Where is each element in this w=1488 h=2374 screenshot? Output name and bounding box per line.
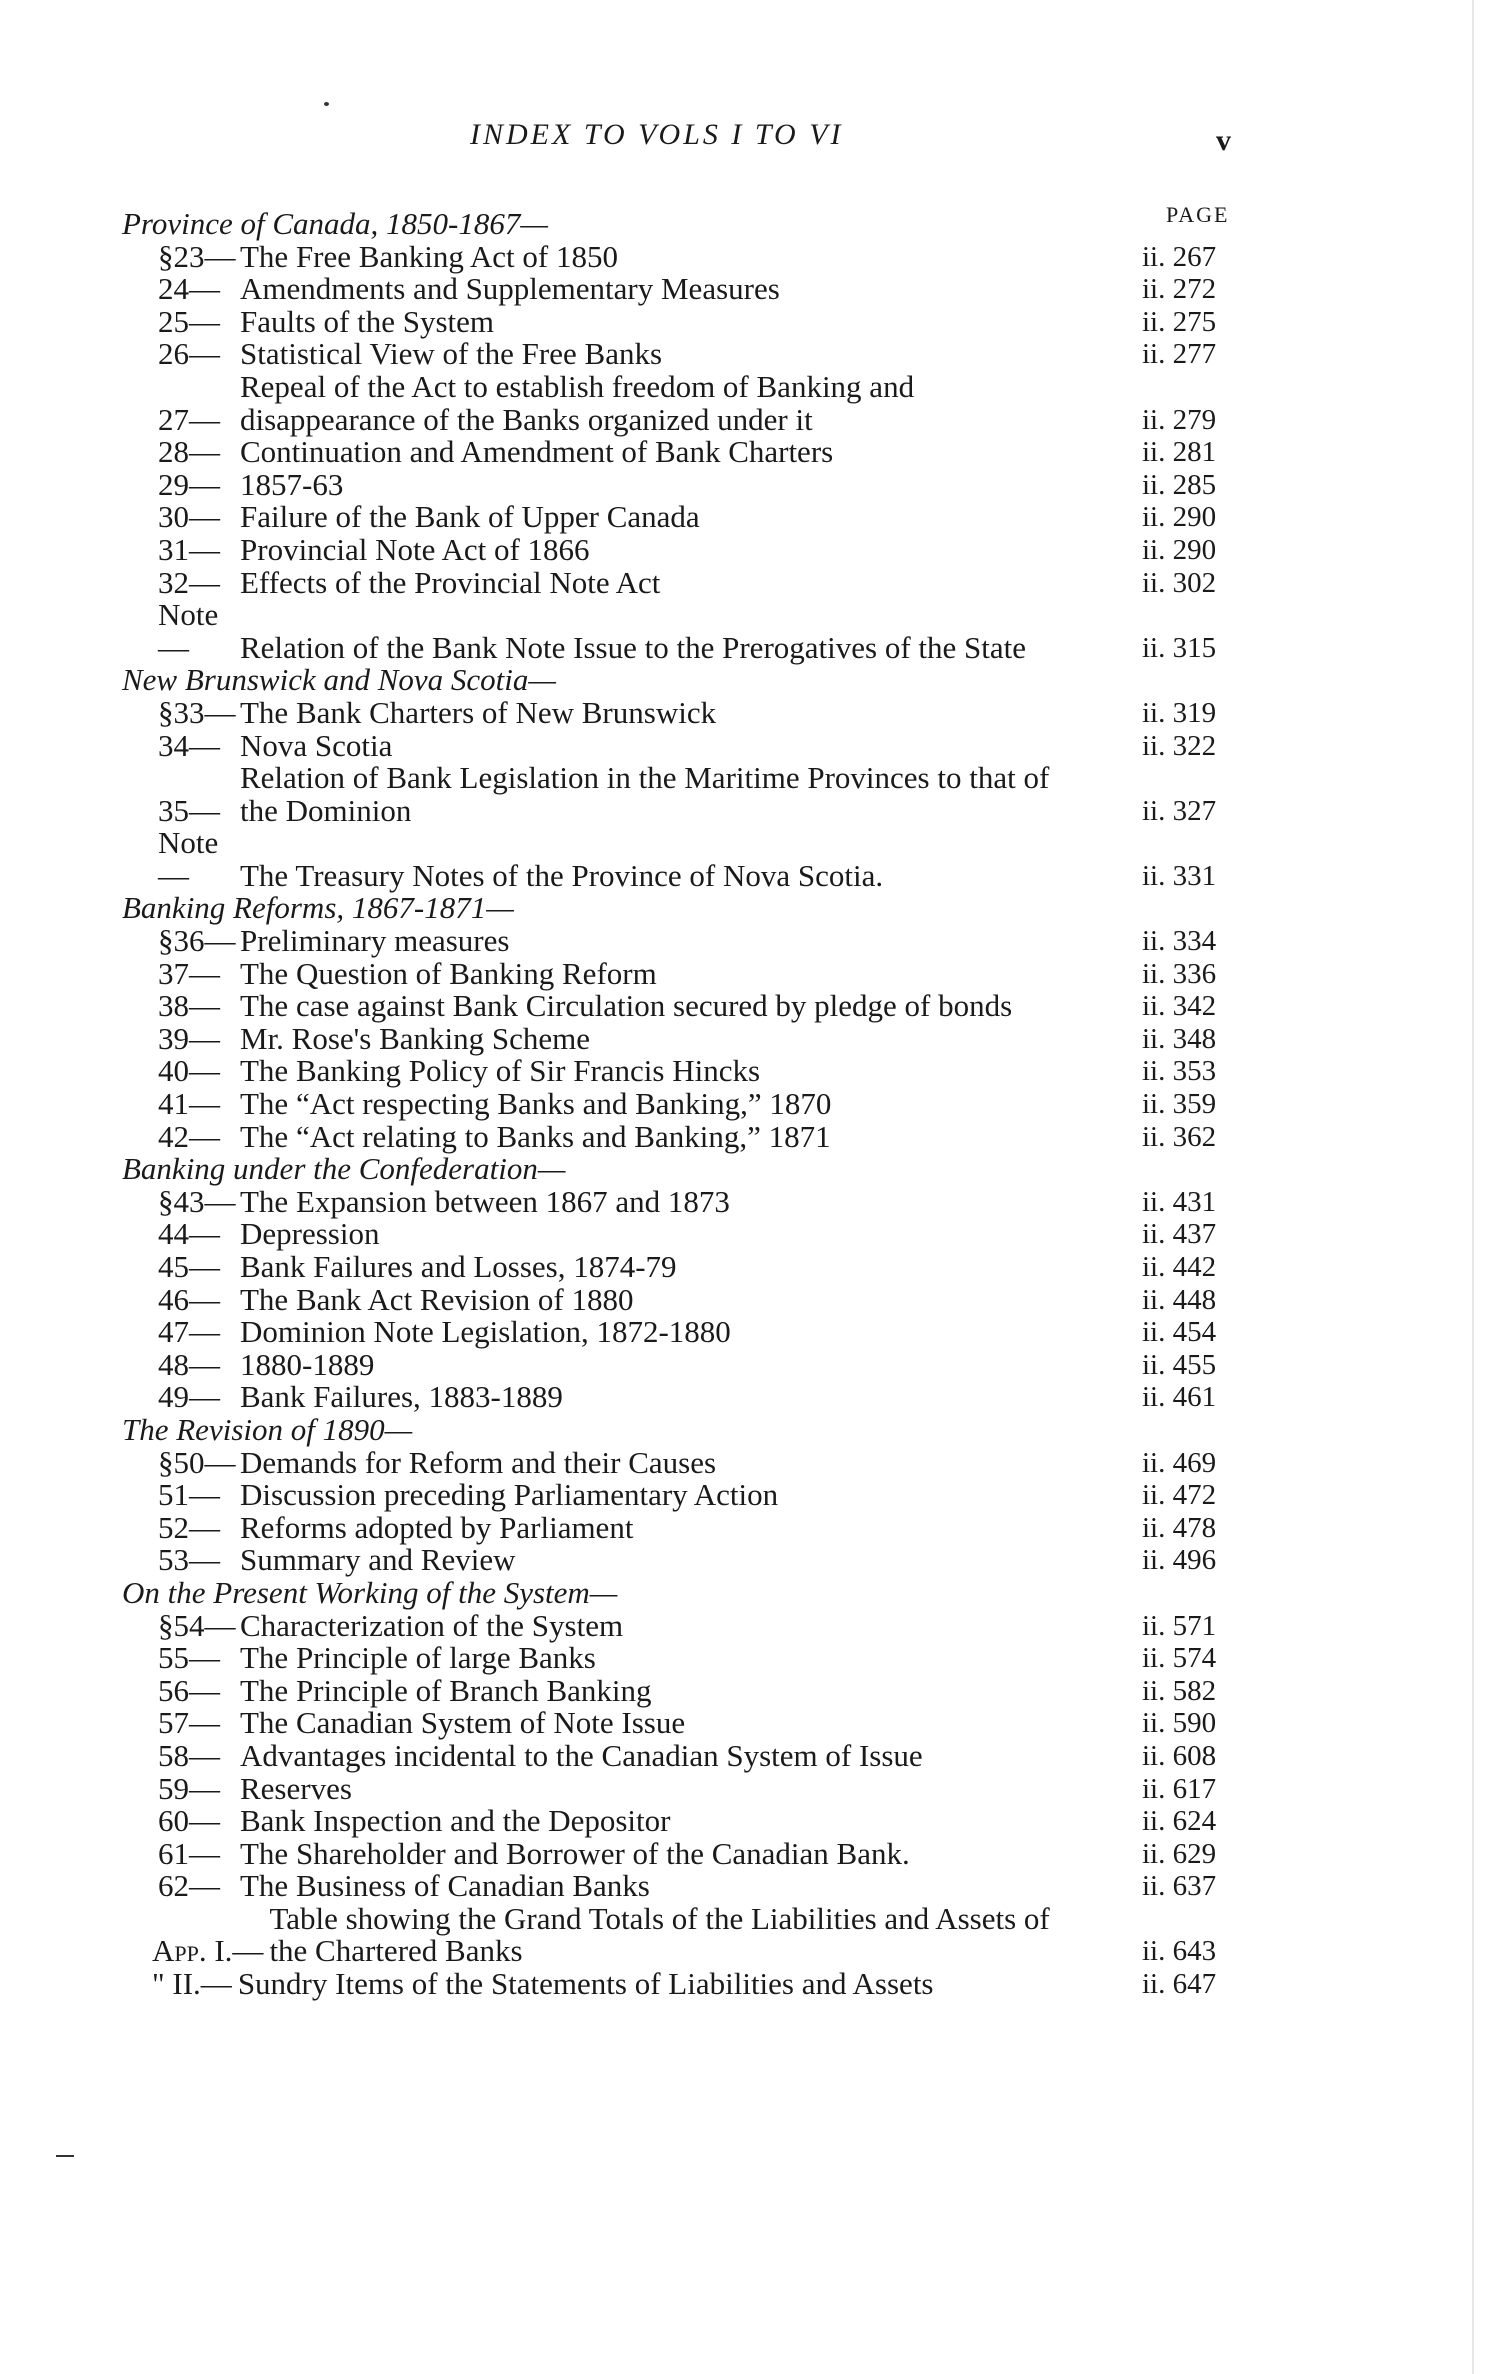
entry-number: Note— bbox=[158, 825, 219, 893]
index-entry bbox=[122, 1183, 1252, 1219]
index-section-heading bbox=[122, 892, 1252, 925]
entry-page-reference: ii. 582 bbox=[1142, 1674, 1217, 1707]
entry-title: The Question of Banking Reform bbox=[240, 955, 657, 991]
entry-page-reference: ii. 272 bbox=[1142, 273, 1217, 306]
entry-number: §23— bbox=[158, 238, 236, 274]
entry-number: 26— bbox=[158, 336, 220, 372]
entry-page-reference: ii. 348 bbox=[1142, 1022, 1217, 1055]
page-header bbox=[0, 118, 1488, 168]
entry-number: 42— bbox=[158, 1118, 220, 1154]
section-title: Province of Canada, 1850-1867— bbox=[122, 206, 548, 241]
index-entry bbox=[122, 501, 1252, 534]
entry-number: 61— bbox=[158, 1835, 220, 1871]
entry-title: Summary and Review bbox=[240, 1542, 516, 1578]
entry-page-reference: ii. 608 bbox=[1142, 1739, 1217, 1772]
page-number: v bbox=[1216, 124, 1231, 157]
entry-page-reference: ii. 455 bbox=[1142, 1348, 1217, 1381]
entry-page-reference: ii. 336 bbox=[1142, 957, 1217, 990]
index-section-heading bbox=[122, 208, 1252, 241]
entry-number: 34— bbox=[158, 727, 220, 763]
entry-page-reference: ii. 331 bbox=[1142, 859, 1217, 892]
index-entry bbox=[122, 1770, 1252, 1806]
entry-page-reference: ii. 279 bbox=[1142, 403, 1217, 436]
entry-page-reference: ii. 290 bbox=[1142, 501, 1217, 534]
index-appendix-entry bbox=[122, 1900, 1252, 1969]
entry-page-reference: ii. 571 bbox=[1142, 1609, 1217, 1642]
entry-page-reference: ii. 353 bbox=[1142, 1055, 1217, 1088]
entry-title: The Free Banking Act of 1850 bbox=[240, 238, 618, 274]
entry-title: Effects of the Provincial Note Act bbox=[240, 564, 661, 600]
entry-number: Note— bbox=[158, 597, 219, 665]
entry-title: Continuation and Amendment of Bank Charters bbox=[240, 434, 834, 470]
entry-number: 41— bbox=[158, 1086, 220, 1122]
index-list bbox=[122, 208, 1252, 2001]
index-section-heading bbox=[122, 664, 1252, 697]
entry-number: App. I.— bbox=[152, 1933, 264, 1969]
index-entry bbox=[122, 1835, 1252, 1871]
index-entry bbox=[122, 955, 1252, 991]
index-entry bbox=[122, 827, 1252, 892]
entry-title: The Bank Act Revision of 1880 bbox=[240, 1281, 634, 1317]
entry-title: The case against Bank Circulation secured by pledge of bonds bbox=[240, 988, 1013, 1024]
entry-page-reference: ii. 302 bbox=[1142, 566, 1217, 599]
entry-number: 56— bbox=[158, 1672, 220, 1708]
entry-page-reference: ii. 590 bbox=[1142, 1707, 1217, 1740]
entry-page-reference: ii. 472 bbox=[1142, 1479, 1217, 1512]
index-section-heading bbox=[122, 1411, 1252, 1447]
entry-page-reference: ii. 342 bbox=[1142, 990, 1217, 1023]
section-title: New Brunswick and Nova Scotia— bbox=[122, 662, 556, 698]
index-entry bbox=[122, 338, 1252, 371]
index-entry bbox=[122, 564, 1252, 600]
page-column-label: PAGE bbox=[1166, 202, 1230, 227]
index-entry bbox=[122, 1346, 1252, 1382]
entry-page-reference: ii. 267 bbox=[1142, 240, 1217, 273]
entry-page-reference: ii. 469 bbox=[1142, 1446, 1217, 1479]
entry-number: 30— bbox=[158, 499, 220, 535]
entry-number: 25— bbox=[158, 303, 220, 339]
entry-title: The “Act relating to Banks and Banking,” 1871 bbox=[240, 1118, 831, 1154]
index-entry bbox=[122, 1281, 1252, 1317]
index-entry bbox=[122, 1672, 1252, 1708]
index-entry bbox=[122, 1118, 1252, 1154]
index-entry bbox=[122, 1251, 1252, 1284]
entry-title: Faults of the System bbox=[240, 303, 495, 339]
entry-title: Bank Failures and Losses, 1874-79 bbox=[240, 1249, 677, 1284]
index-entry bbox=[122, 368, 1252, 437]
entry-title: Mr. Rose's Banking Scheme bbox=[240, 1020, 591, 1056]
index-entry bbox=[122, 990, 1252, 1023]
section-title: On the Present Working of the System— bbox=[122, 1574, 618, 1610]
entry-title: Reserves bbox=[240, 1770, 352, 1806]
entry-title: The “Act respecting Banks and Banking,” 1870 bbox=[240, 1086, 832, 1122]
entry-number: 48— bbox=[158, 1346, 220, 1382]
index-entry bbox=[122, 436, 1252, 469]
entry-title: Sundry Items of the Statements of Liabilities and Assets bbox=[237, 1966, 934, 2002]
entry-page-reference: ii. 285 bbox=[1142, 468, 1217, 501]
entry-number: §50— bbox=[158, 1444, 236, 1480]
index-entry bbox=[122, 1805, 1252, 1838]
entry-title: 1857-63 bbox=[240, 466, 344, 502]
entry-page-reference: ii. 624 bbox=[1142, 1805, 1217, 1838]
index-entry bbox=[122, 1020, 1252, 1056]
entry-number: 44— bbox=[158, 1216, 220, 1252]
entry-number: 60— bbox=[158, 1803, 220, 1839]
entry-title: Discussion preceding Parliamentary Action bbox=[240, 1477, 779, 1513]
entry-number: 38— bbox=[158, 988, 220, 1024]
entry-title: The Canadian System of Note Issue bbox=[240, 1705, 686, 1741]
entry-number: 27— bbox=[158, 401, 220, 437]
entry-title: The Banking Policy of Sir Francis Hincks bbox=[240, 1053, 761, 1089]
entry-title: The Expansion between 1867 and 1873 bbox=[240, 1183, 730, 1219]
entry-title: Table showing the Grand Totals of the Liabilities and Assets of the Chartered Banks bbox=[269, 1900, 1050, 1969]
index-section-heading bbox=[122, 1153, 1252, 1186]
index-entry bbox=[122, 1544, 1252, 1577]
index-entry bbox=[122, 1642, 1252, 1675]
entry-page-reference: ii. 334 bbox=[1142, 925, 1217, 958]
entry-number: 24— bbox=[158, 271, 220, 307]
running-head: INDEX TO VOLS I TO VI bbox=[470, 118, 844, 151]
entry-number: 40— bbox=[158, 1053, 220, 1089]
index-section-heading bbox=[122, 1574, 1252, 1610]
entry-title: Repeal of the Act to establish freedom of Banking and disappearance of the Banks organized under it bbox=[240, 368, 915, 437]
entry-title: Demands for Reform and their Causes bbox=[240, 1444, 717, 1480]
entry-page-reference: ii. 290 bbox=[1142, 533, 1217, 566]
index-entry bbox=[122, 925, 1252, 958]
entry-page-reference: ii. 319 bbox=[1142, 696, 1217, 729]
index-entry bbox=[122, 1055, 1252, 1088]
entry-title: The Bank Charters of New Brunswick bbox=[240, 694, 717, 730]
entry-page-reference: ii. 275 bbox=[1142, 305, 1217, 338]
entry-title: Reforms adopted by Parliament bbox=[240, 1509, 634, 1545]
entry-page-reference: ii. 647 bbox=[1142, 1968, 1217, 2001]
entry-page-reference: ii. 327 bbox=[1142, 794, 1217, 827]
entry-title: The Principle of large Banks bbox=[240, 1640, 596, 1676]
entry-title: The Business of Canadian Banks bbox=[240, 1868, 650, 1904]
entry-number: " II.— bbox=[152, 1966, 232, 2002]
entry-number: 39— bbox=[158, 1020, 220, 1056]
index-entry bbox=[122, 599, 1252, 664]
index-entry bbox=[122, 1870, 1252, 1903]
entry-page-reference: ii. 442 bbox=[1142, 1251, 1217, 1283]
entry-number: 55— bbox=[158, 1640, 220, 1676]
entry-number: 58— bbox=[158, 1737, 220, 1773]
entry-page-reference: ii. 448 bbox=[1142, 1283, 1217, 1316]
entry-number: 49— bbox=[158, 1379, 220, 1415]
entry-title: Advantages incidental to the Canadian System of Issue bbox=[240, 1737, 923, 1773]
entry-title: Failure of the Bank of Upper Canada bbox=[240, 499, 700, 535]
entry-number: §43— bbox=[158, 1183, 236, 1219]
index-entry bbox=[122, 1218, 1252, 1251]
entry-title: Depression bbox=[240, 1216, 380, 1252]
index-entry bbox=[122, 1316, 1252, 1349]
entry-title: Preliminary measures bbox=[240, 923, 510, 959]
entry-page-reference: ii. 617 bbox=[1142, 1772, 1217, 1805]
entry-number: 53— bbox=[158, 1542, 220, 1578]
entry-title: Bank Inspection and the Depositor bbox=[240, 1803, 671, 1839]
index-entry bbox=[122, 1381, 1252, 1414]
entry-page-reference: ii. 643 bbox=[1142, 1935, 1217, 1968]
entry-number: 35— bbox=[158, 792, 220, 828]
entry-number: 28— bbox=[158, 434, 220, 470]
entry-page-reference: ii. 437 bbox=[1142, 1218, 1217, 1251]
entry-number: 59— bbox=[158, 1770, 220, 1806]
section-title: Banking under the Confederation— bbox=[122, 1151, 566, 1187]
index-entry bbox=[122, 238, 1252, 274]
entry-title: The Treasury Notes of the Province of Nova Scotia. bbox=[240, 857, 884, 893]
entry-number: 37— bbox=[158, 955, 220, 991]
entry-page-reference: ii. 574 bbox=[1142, 1642, 1217, 1675]
entry-title: 1880-1889 bbox=[240, 1346, 375, 1382]
entry-title: Amendments and Supplementary Measures bbox=[240, 271, 780, 307]
entry-number: 31— bbox=[158, 531, 220, 567]
index-entry bbox=[122, 1707, 1252, 1740]
entry-number: §54— bbox=[158, 1607, 236, 1643]
entry-title: Dominion Note Legislation, 1872-1880 bbox=[240, 1314, 731, 1350]
index-entry bbox=[122, 303, 1252, 339]
entry-page-reference: ii. 277 bbox=[1142, 338, 1217, 371]
entry-title: The Principle of Branch Banking bbox=[240, 1672, 652, 1708]
entry-page-reference: ii. 478 bbox=[1142, 1511, 1217, 1544]
entry-title: Statistical View of the Free Banks bbox=[240, 336, 663, 372]
entry-number: 45— bbox=[158, 1249, 220, 1284]
entry-number: 57— bbox=[158, 1705, 220, 1741]
index-entry bbox=[122, 1509, 1252, 1545]
entry-title: The Shareholder and Borrower of the Canadian Bank. bbox=[240, 1835, 910, 1871]
entry-page-reference: ii. 322 bbox=[1142, 729, 1217, 762]
entry-page-reference: ii. 431 bbox=[1142, 1185, 1217, 1218]
index-entry bbox=[122, 1088, 1252, 1121]
section-title: The Revision of 1890— bbox=[122, 1411, 413, 1447]
index-entry bbox=[122, 273, 1252, 306]
entry-page-reference: ii. 359 bbox=[1142, 1088, 1217, 1121]
index-entry bbox=[122, 762, 1252, 827]
margin-mark bbox=[56, 2155, 74, 2157]
index-entry bbox=[122, 1444, 1252, 1480]
entry-number: §33— bbox=[158, 694, 236, 730]
entry-page-reference: ii. 362 bbox=[1142, 1120, 1217, 1153]
entry-title: Nova Scotia bbox=[240, 727, 393, 763]
entry-number: 51— bbox=[158, 1477, 220, 1513]
entry-number: 62— bbox=[158, 1868, 220, 1904]
entry-page-reference: ii. 454 bbox=[1142, 1316, 1217, 1349]
entry-page-reference: ii. 281 bbox=[1142, 436, 1217, 469]
index-entry bbox=[122, 1479, 1252, 1512]
entry-title: Bank Failures, 1883-1889 bbox=[240, 1379, 563, 1415]
entry-title: Relation of Bank Legislation in the Maritime Provinces to that of the Dominion bbox=[240, 760, 1050, 828]
index-entry bbox=[122, 727, 1252, 763]
index-entry bbox=[122, 694, 1252, 730]
entry-number: 29— bbox=[158, 466, 220, 502]
section-title: Banking Reforms, 1867-1871— bbox=[122, 890, 514, 926]
index-entry bbox=[122, 466, 1252, 502]
entry-title: Relation of the Bank Note Issue to the Prerogatives of the State bbox=[240, 629, 1027, 665]
index-entry bbox=[122, 531, 1252, 567]
entry-page-reference: ii. 496 bbox=[1142, 1544, 1217, 1577]
entry-number: §36— bbox=[158, 923, 236, 959]
entry-number: 46— bbox=[158, 1281, 220, 1317]
print-speck bbox=[324, 102, 329, 106]
entry-page-reference: ii. 315 bbox=[1142, 631, 1217, 664]
entry-title: Characterization of the System bbox=[240, 1607, 624, 1643]
entry-page-reference: ii. 461 bbox=[1142, 1381, 1217, 1414]
entry-page-reference: ii. 629 bbox=[1142, 1837, 1217, 1870]
page-edge-shadow bbox=[1472, 0, 1474, 2374]
entry-number: 32— bbox=[158, 564, 220, 600]
index-entry bbox=[122, 1737, 1252, 1773]
entry-number: 47— bbox=[158, 1314, 220, 1350]
entry-number: 52— bbox=[158, 1509, 220, 1545]
entry-title: Provincial Note Act of 1866 bbox=[240, 531, 590, 567]
entry-page-reference: ii. 637 bbox=[1142, 1870, 1217, 1903]
index-entry bbox=[122, 1607, 1252, 1643]
index-appendix-entry bbox=[122, 1968, 1252, 2001]
